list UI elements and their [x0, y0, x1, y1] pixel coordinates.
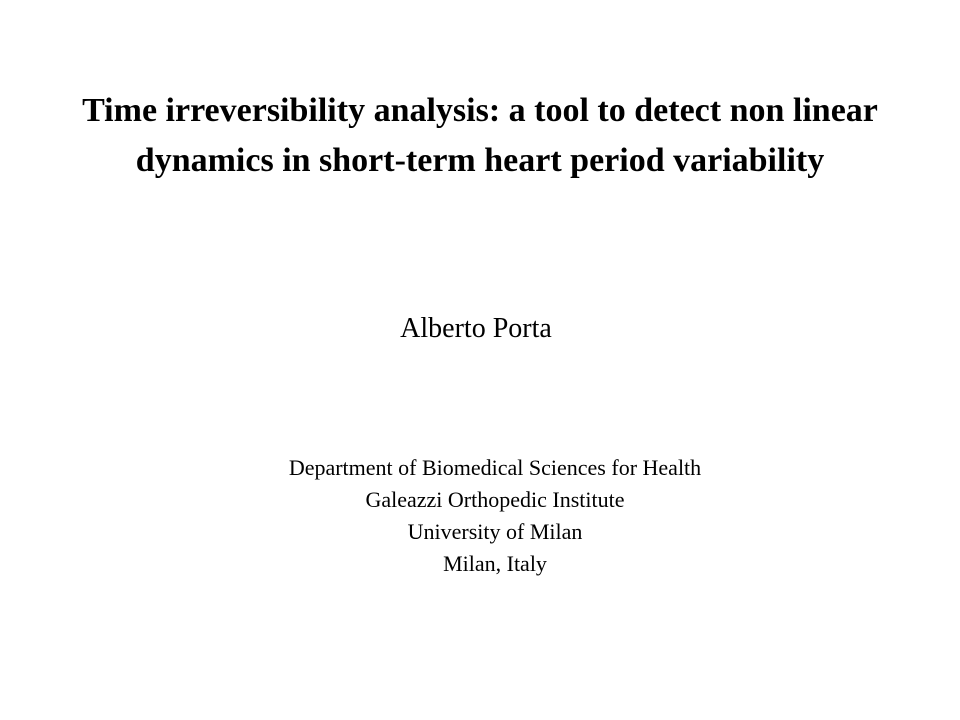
affiliation-block [0, 452, 960, 580]
slide-title [0, 86, 960, 186]
author-name: Alberto Porta [400, 313, 552, 344]
affiliation-department: Department of Biomedical Sciences for Health [288, 455, 702, 480]
affiliation-location: Milan, Italy [443, 551, 547, 576]
affiliation-university: University of Milan [407, 519, 583, 544]
title-line-1: Time irreversibility analysis: a tool to detect non linear [82, 92, 878, 129]
title-line-2: dynamics in short-term heart period variability [135, 142, 825, 179]
affiliation-institute: Galeazzi Orthopedic Institute [365, 487, 625, 512]
